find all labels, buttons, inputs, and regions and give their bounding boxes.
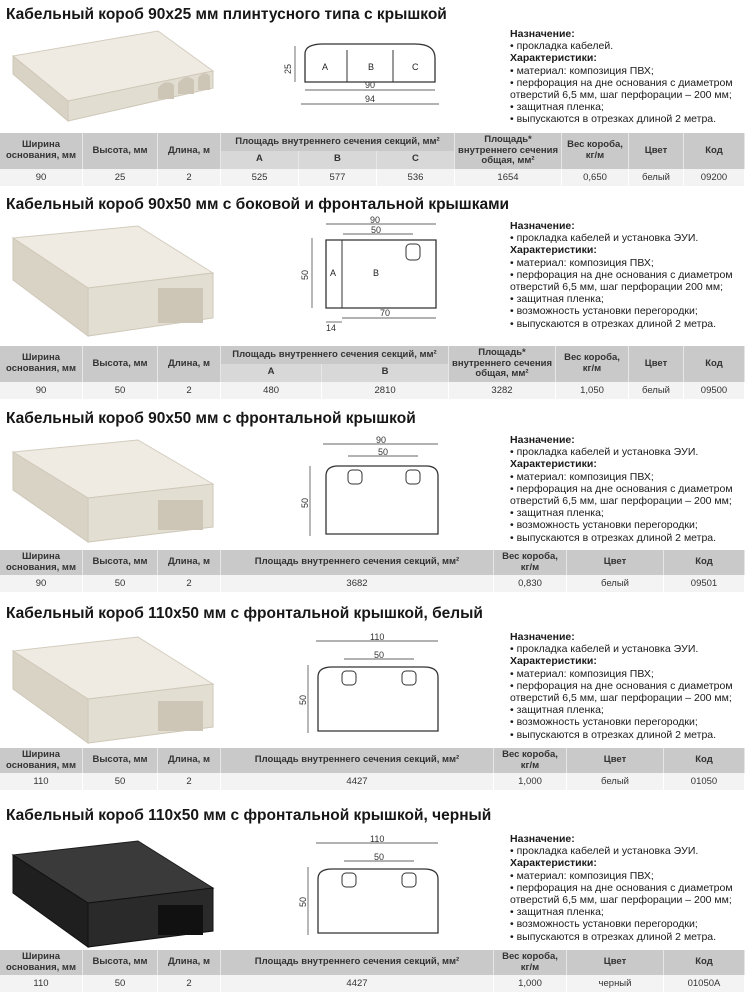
table-row xyxy=(0,975,745,992)
feature-item: • материал: композиция ПВХ; xyxy=(510,470,654,483)
purpose-heading: Назначение: xyxy=(510,833,575,845)
col-length: Длина, м xyxy=(158,748,221,773)
cell-area-c: 536 xyxy=(376,169,454,186)
cell-height: 50 xyxy=(83,975,158,992)
description xyxy=(510,833,742,943)
purpose-heading: Назначение: xyxy=(510,220,575,232)
cross-section-drawing xyxy=(298,436,448,546)
col-width: Ширина основания, мм xyxy=(0,950,83,975)
col-length: Длина, м xyxy=(158,133,221,169)
dim-inner: 50 xyxy=(374,650,385,660)
col-length: Длина, м xyxy=(158,346,221,382)
purpose-item: • прокладка кабелей и установка ЭУИ. xyxy=(510,643,699,656)
dim-height: 50 xyxy=(300,497,310,508)
feature-item: • возможность установки перегородки; xyxy=(510,716,698,729)
feature-item: • выпускаются в отрезках длиной 2 метра. xyxy=(510,113,717,126)
cross-section-drawing xyxy=(296,835,446,945)
feature-item: • возможность установки перегородки; xyxy=(510,519,698,532)
section-09500 xyxy=(0,196,745,406)
col-area-a: A xyxy=(221,364,322,382)
features-heading: Характеристики: xyxy=(510,857,597,870)
section-title: Кабельный короб 90х50 мм с боковой и фронтальной крышками xyxy=(6,196,510,213)
dim-base: 70 xyxy=(380,308,391,318)
section-title: Кабельный короб 110х50 мм с фронтальной крышкой, черный xyxy=(6,807,492,824)
cell-width: 90 xyxy=(0,382,83,399)
feature-item: • защитная пленка; xyxy=(510,906,604,919)
cell-area-b: 577 xyxy=(298,169,376,186)
table-row xyxy=(0,382,745,399)
col-color: Цвет xyxy=(567,748,664,773)
col-total: Площадь* внутреннего сечения общая, мм² xyxy=(455,133,562,169)
col-height: Высота, мм xyxy=(83,550,158,575)
col-width: Ширина основания, мм xyxy=(0,748,83,773)
col-height: Высота, мм xyxy=(83,950,158,975)
cell-code: 09500 xyxy=(684,382,745,399)
section-09501 xyxy=(0,410,745,595)
cell-length: 2 xyxy=(158,575,221,592)
col-color: Цвет xyxy=(629,346,684,382)
feature-item: • выпускаются в отрезках длиной 2 метра. xyxy=(510,930,717,943)
cell-length: 2 xyxy=(158,975,221,992)
table-row xyxy=(0,169,745,186)
col-area: Площадь внутреннего сечения секций, мм² xyxy=(221,748,494,773)
cell-color: белый xyxy=(567,575,664,592)
purpose-item: • прокладка кабелей и установка ЭУИ. xyxy=(510,232,699,245)
dim-width: 110 xyxy=(370,632,385,642)
col-total: Площадь* внутреннего сечения общая, мм² xyxy=(449,346,556,382)
cell-color: черный xyxy=(567,975,664,992)
dim-side: 14 xyxy=(326,323,337,333)
product-image xyxy=(8,432,218,547)
spec-table xyxy=(0,346,745,399)
col-weight: Вес короба, кг/м xyxy=(494,748,567,773)
cell-width: 110 xyxy=(0,773,83,790)
feature-item: • выпускаются в отрезках длиной 2 метра. xyxy=(510,531,717,544)
product-image xyxy=(8,218,218,343)
section-01050 xyxy=(0,605,745,795)
purpose-heading: Назначение: xyxy=(510,631,575,643)
cell-height: 50 xyxy=(83,382,158,399)
col-area-b: B xyxy=(298,151,376,169)
feature-item: • материал: композиция ПВХ; xyxy=(510,869,654,882)
cell-weight: 1,050 xyxy=(556,382,629,399)
purpose-item: • прокладка кабелей. xyxy=(510,40,614,53)
table-row xyxy=(0,773,745,790)
section-title: Кабельный короб 110х50 мм с фронтальной крышкой, белый xyxy=(6,605,483,622)
features-heading: Характеристики: xyxy=(510,655,597,668)
dim-height: 50 xyxy=(300,269,310,280)
feature-item: • возможность установки перегородки; xyxy=(510,918,698,931)
purpose-item: • прокладка кабелей и установка ЭУИ. xyxy=(510,446,699,459)
feature-item: • перфорация на дне основания с диаметром xyxy=(510,881,733,894)
feature-item: • защитная пленка; xyxy=(510,704,604,717)
col-length: Длина, м xyxy=(158,550,221,575)
dim-inner: 50 xyxy=(378,447,389,457)
feature-item: • перфорация на дне основания с диаметром xyxy=(510,482,733,495)
section-a-label: A xyxy=(330,268,337,278)
cell-code: 01050A xyxy=(664,975,745,992)
feature-item: • перфорация на дне основания с диаметром xyxy=(510,76,733,89)
table-row xyxy=(0,575,745,592)
col-weight: Вес короба, кг/м xyxy=(556,346,629,382)
cell-weight: 0,830 xyxy=(494,575,567,592)
purpose-heading: Назначение: xyxy=(510,28,575,40)
feature-item: • выпускаются в отрезках длиной 2 метра. xyxy=(510,317,717,330)
col-color: Цвет xyxy=(567,950,664,975)
col-weight: Вес короба, кг/м xyxy=(494,550,567,575)
section-01050A xyxy=(0,807,745,997)
col-color: Цвет xyxy=(567,550,664,575)
feature-item: • материал: композиция ПВХ; xyxy=(510,256,654,269)
dim-width-inner: 90 xyxy=(365,80,376,90)
cell-area: 4427 xyxy=(221,773,494,790)
cell-weight: 0,650 xyxy=(562,169,629,186)
col-width: Ширина основания, мм xyxy=(0,133,83,169)
product-image xyxy=(8,833,218,951)
description xyxy=(510,28,742,126)
col-area-c: C xyxy=(376,151,454,169)
col-code: Код xyxy=(664,950,745,975)
section-title: Кабельный короб 90х50 мм с фронтальной крышкой xyxy=(6,410,416,427)
section-b-label: B xyxy=(373,268,380,278)
spec-table xyxy=(0,748,745,790)
cell-width: 90 xyxy=(0,575,83,592)
feature-item: • перфорация на дне основания с диаметром xyxy=(510,268,733,281)
cross-section-drawing xyxy=(285,36,455,116)
feature-item: отверстий 6,5 мм, шаг перфорации 200 мм; xyxy=(510,281,724,294)
cell-color: белый xyxy=(567,773,664,790)
feature-item: • материал: композиция ПВХ; xyxy=(510,667,654,680)
col-color: Цвет xyxy=(629,133,684,169)
col-height: Высота, мм xyxy=(83,133,158,169)
feature-item: • защитная пленка; xyxy=(510,101,604,114)
product-image xyxy=(8,26,218,136)
feature-item: отверстий 6,5 мм, шаг перфорации – 200 мм; xyxy=(510,894,732,907)
cell-area-b: 2810 xyxy=(322,382,449,399)
col-area-b: B xyxy=(322,364,449,382)
cell-area: 3682 xyxy=(221,575,494,592)
cell-code: 09501 xyxy=(664,575,745,592)
dim-height: 25 xyxy=(283,63,293,74)
dim-height: 50 xyxy=(298,694,308,705)
col-weight: Вес короба, кг/м xyxy=(562,133,629,169)
cell-height: 25 xyxy=(83,169,158,186)
cell-code: 09200 xyxy=(684,169,745,186)
col-width: Ширина основания, мм xyxy=(0,346,83,382)
col-area: Площадь внутреннего сечения секций, мм² xyxy=(221,346,449,364)
section-09200 xyxy=(0,6,745,191)
col-width: Ширина основания, мм xyxy=(0,550,83,575)
col-height: Высота, мм xyxy=(83,346,158,382)
feature-item: отверстий 6,5 мм, шаг перфорации – 200 мм; xyxy=(510,495,732,508)
description xyxy=(510,631,742,741)
dim-inner: 50 xyxy=(374,852,385,862)
feature-item: • перфорация на дне основания с диаметром xyxy=(510,679,733,692)
cell-weight: 1,000 xyxy=(494,975,567,992)
product-image xyxy=(8,629,218,747)
features-heading: Характеристики: xyxy=(510,52,597,65)
col-code: Код xyxy=(684,346,745,382)
feature-item: отверстий 6,5 мм, шаг перфорации – 200 мм; xyxy=(510,692,732,705)
cell-area: 4427 xyxy=(221,975,494,992)
cell-height: 50 xyxy=(83,773,158,790)
dim-width: 110 xyxy=(370,834,385,844)
purpose-item: • прокладка кабелей и установка ЭУИ. xyxy=(510,845,699,858)
dim-width-outer: 94 xyxy=(365,94,376,104)
cell-length: 2 xyxy=(158,773,221,790)
cell-height: 50 xyxy=(83,575,158,592)
cell-color: белый xyxy=(629,382,684,399)
dim-inner: 50 xyxy=(371,225,382,235)
cross-section-drawing xyxy=(296,633,446,743)
cell-length: 2 xyxy=(158,169,221,186)
features-heading: Характеристики: xyxy=(510,244,597,257)
feature-item: отверстий 6,5 мм, шаг перфорации – 200 мм; xyxy=(510,89,732,102)
cell-length: 2 xyxy=(158,382,221,399)
dim-width: 90 xyxy=(376,435,387,445)
col-weight: Вес короба, кг/м xyxy=(494,950,567,975)
section-b-label: B xyxy=(368,62,375,72)
cell-total: 3282 xyxy=(449,382,556,399)
purpose-heading: Назначение: xyxy=(510,434,575,446)
col-area: Площадь внутреннего сечения секций, мм² xyxy=(221,950,494,975)
col-code: Код xyxy=(684,133,745,169)
dim-height: 50 xyxy=(298,896,308,907)
feature-item: • материал: композиция ПВХ; xyxy=(510,64,654,77)
description xyxy=(510,220,742,330)
col-area: Площадь внутреннего сечения секций, мм² xyxy=(221,133,455,151)
cell-code: 01050 xyxy=(664,773,745,790)
cell-total: 1654 xyxy=(455,169,562,186)
feature-item: • возможность установки перегородки; xyxy=(510,305,698,318)
cell-weight: 1,000 xyxy=(494,773,567,790)
description xyxy=(510,434,742,544)
col-code: Код xyxy=(664,748,745,773)
cell-width: 90 xyxy=(0,169,83,186)
col-code: Код xyxy=(664,550,745,575)
spec-table xyxy=(0,950,745,992)
cell-width: 110 xyxy=(0,975,83,992)
section-title: Кабельный короб 90х25 мм плинтусного типа с крышкой xyxy=(6,6,447,23)
cross-section-drawing xyxy=(298,216,448,336)
col-height: Высота, мм xyxy=(83,748,158,773)
feature-item: • защитная пленка; xyxy=(510,507,604,520)
section-a-label: A xyxy=(322,62,329,72)
dim-width: 90 xyxy=(370,215,381,225)
feature-item: • выпускаются в отрезках длиной 2 метра. xyxy=(510,728,717,741)
col-area-a: A xyxy=(221,151,299,169)
cell-color: белый xyxy=(629,169,684,186)
cell-area-a: 480 xyxy=(221,382,322,399)
cell-area-a: 525 xyxy=(221,169,299,186)
col-area: Площадь внутреннего сечения секций, мм² xyxy=(221,550,494,575)
section-c-label: C xyxy=(412,62,419,72)
spec-table xyxy=(0,550,745,592)
spec-table xyxy=(0,133,745,186)
col-length: Длина, м xyxy=(158,950,221,975)
feature-item: • защитная пленка; xyxy=(510,293,604,306)
features-heading: Характеристики: xyxy=(510,458,597,471)
